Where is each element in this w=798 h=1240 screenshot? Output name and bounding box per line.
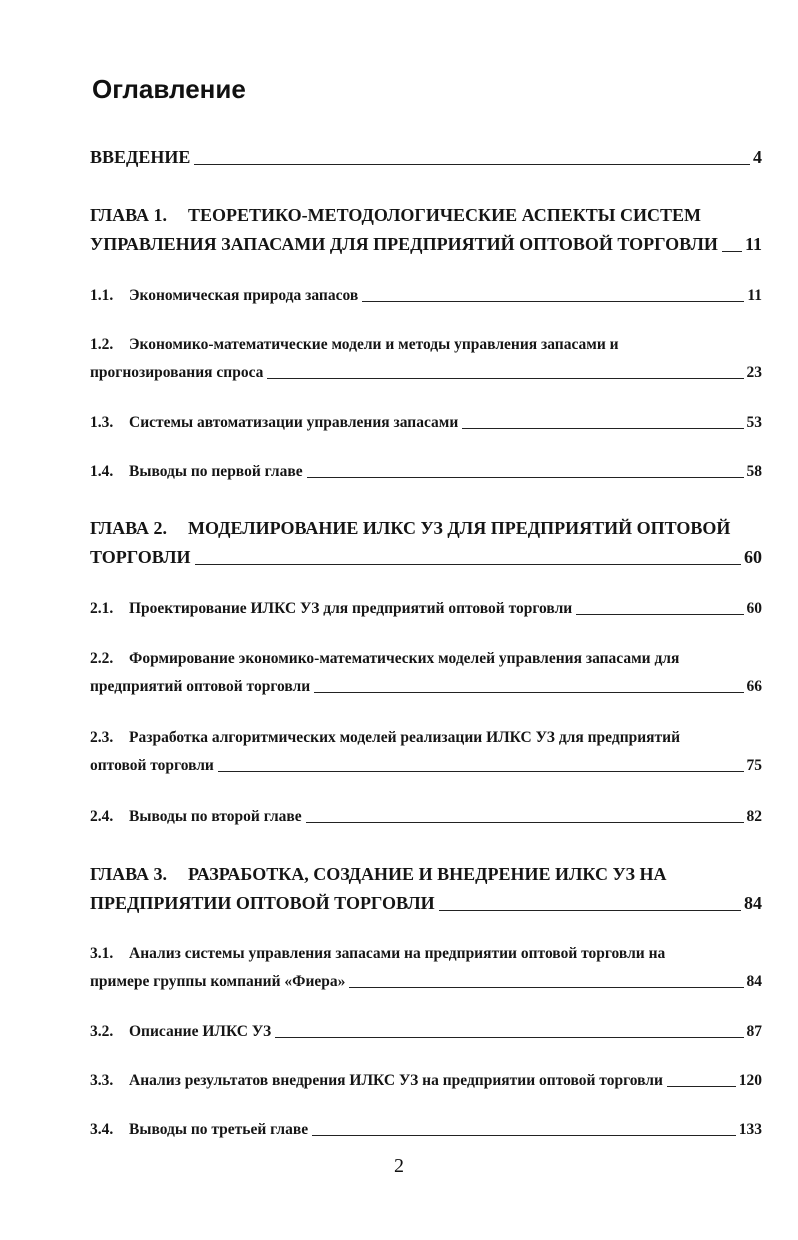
toc-entry-number: 3.4. — [90, 1121, 114, 1138]
toc-entry-number: 1.2. — [90, 336, 114, 353]
toc-entry-text: Описание ИЛКС УЗ — [129, 1023, 272, 1040]
dot-leader — [275, 1037, 743, 1038]
toc-entry-number: ГЛАВА 1. — [90, 205, 168, 225]
page-number: 2 — [394, 1155, 404, 1177]
toc-entry-text: Выводы по первой главе — [129, 463, 303, 480]
toc-entry-text-continued: оптовой торговли — [90, 757, 214, 774]
toc-entry-section-2-3[interactable] — [90, 729, 762, 775]
dot-leader — [362, 301, 744, 302]
toc-entry-number: 1.1. — [90, 287, 114, 304]
dot-leader — [194, 164, 750, 165]
toc-entry-number: 3.2. — [90, 1023, 114, 1040]
toc-entry-number: 1.3. — [90, 414, 114, 431]
toc-entry-number: 3.1. — [90, 945, 114, 962]
toc-entry-text: МОДЕЛИРОВАНИЕ ИЛКС УЗ ДЛЯ ПРЕДПРИЯТИЙ ОПТОВОЙ — [188, 518, 731, 538]
toc-entry-section-1-2[interactable] — [90, 336, 762, 382]
toc-entry-introduction[interactable] — [90, 147, 762, 168]
toc-entry-section-2-1[interactable] — [90, 600, 762, 618]
toc-entry-text-continued: прогнозирования спроса — [90, 364, 264, 381]
toc-entry-number: ГЛАВА 2. — [90, 518, 168, 538]
toc-entry-text: ТЕОРЕТИКО-МЕТОДОЛОГИЧЕСКИЕ АСПЕКТЫ СИСТЕМ — [188, 205, 701, 225]
toc-page-number: 66 — [746, 678, 762, 695]
toc-entry-number: 3.3. — [90, 1072, 114, 1089]
toc-page-number: 84 — [744, 893, 762, 913]
toc-page-number: 11 — [744, 234, 762, 254]
toc-entry-text-continued: ПРЕДПРИЯТИИ ОПТОВОЙ ТОРГОВЛИ — [90, 893, 435, 913]
toc-entry-section-1-1[interactable] — [90, 287, 762, 305]
toc-entry-text: Анализ системы управления запасами на предприятии оптовой торговли на — [129, 945, 666, 962]
toc-entry-text-continued: примере группы компаний «Фиера» — [90, 973, 346, 990]
toc-entry-text: Проектирование ИЛКС УЗ для предприятий оптовой торговли — [129, 600, 573, 617]
toc-entry-chapter-1[interactable] — [90, 205, 762, 255]
toc-page-number: 23 — [746, 364, 762, 381]
toc-entry-text: Экономическая природа запасов — [129, 287, 359, 304]
toc-entry-text: Разработка алгоритмических моделей реализации ИЛКС УЗ для предприятий — [129, 729, 681, 746]
toc-page-number: 133 — [738, 1121, 762, 1138]
toc-entry-section-2-2[interactable] — [90, 650, 762, 696]
toc-page-number: 60 — [746, 600, 762, 617]
toc-page-number: 82 — [746, 808, 762, 825]
toc-entry-number: 2.3. — [90, 729, 114, 746]
dot-leader — [218, 771, 744, 772]
toc-entry-text-continued: предприятий оптовой торговли — [90, 678, 311, 695]
dot-leader — [462, 428, 743, 429]
toc-entry-section-1-3[interactable] — [90, 414, 762, 432]
dot-leader — [314, 692, 743, 693]
toc-entry-section-3-3[interactable] — [90, 1072, 762, 1090]
dot-leader — [307, 477, 744, 478]
toc-entry-number: 2.1. — [90, 600, 114, 617]
toc-entry-chapter-3[interactable] — [90, 864, 762, 914]
dot-leader — [439, 910, 741, 911]
toc-page-number: 53 — [746, 414, 762, 431]
toc-entry-chapter-2[interactable] — [90, 518, 762, 568]
toc-entry-section-1-4[interactable] — [90, 463, 762, 481]
toc-entry-section-3-4[interactable] — [90, 1121, 762, 1139]
dot-leader — [667, 1086, 736, 1087]
toc-entry-text-continued: ТОРГОВЛИ — [90, 547, 191, 567]
toc-entry-text: РАЗРАБОТКА, СОЗДАНИЕ И ВНЕДРЕНИЕ ИЛКС УЗ НА — [188, 864, 667, 884]
toc-page-number: 75 — [746, 757, 762, 774]
toc-entry-number: 2.2. — [90, 650, 114, 667]
toc-entry-number: 2.4. — [90, 808, 114, 825]
dot-leader — [195, 564, 741, 565]
toc-page-number: 58 — [746, 463, 762, 480]
toc-entry-section-3-2[interactable] — [90, 1023, 762, 1041]
toc-page-number: 4 — [753, 147, 762, 167]
toc-page-number: 60 — [744, 547, 762, 567]
toc-entry-text: Экономико-математические модели и методы управления запасами и — [129, 336, 619, 353]
dot-leader — [349, 987, 743, 988]
toc-entry-text: Системы автоматизации управления запасами — [129, 414, 459, 431]
toc-entry-text: Выводы по третьей главе — [129, 1121, 309, 1138]
toc-entry-number: 1.4. — [90, 463, 114, 480]
toc-entry-text: Анализ результатов внедрения ИЛКС УЗ на предприятии оптовой торговли — [129, 1072, 663, 1089]
toc-title: Оглавление — [92, 74, 246, 104]
dot-leader — [267, 378, 743, 379]
toc-page-number: 87 — [746, 1023, 762, 1040]
toc-entry-text: Формирование экономико-математических моделей управления запасами для — [129, 650, 680, 667]
dot-leader — [576, 614, 743, 615]
dot-leader — [312, 1135, 736, 1136]
toc-page-number: 120 — [738, 1072, 762, 1089]
toc-entry-number: ГЛАВА 3. — [90, 864, 168, 884]
toc-entry-text: ВВЕДЕНИЕ — [90, 147, 191, 167]
dot-leader — [722, 251, 742, 252]
dot-leader — [306, 822, 744, 823]
toc-entry-section-2-4[interactable] — [90, 808, 762, 826]
toc-page-number: 84 — [746, 973, 762, 990]
toc-entry-text: Выводы по второй главе — [129, 808, 302, 825]
toc-entry-section-3-1[interactable] — [90, 945, 762, 991]
toc-page-number: 11 — [747, 287, 762, 304]
toc-entry-text-continued: УПРАВЛЕНИЯ ЗАПАСАМИ ДЛЯ ПРЕДПРИЯТИЙ ОПТОВОЙ ТОРГОВЛИ — [90, 234, 718, 254]
